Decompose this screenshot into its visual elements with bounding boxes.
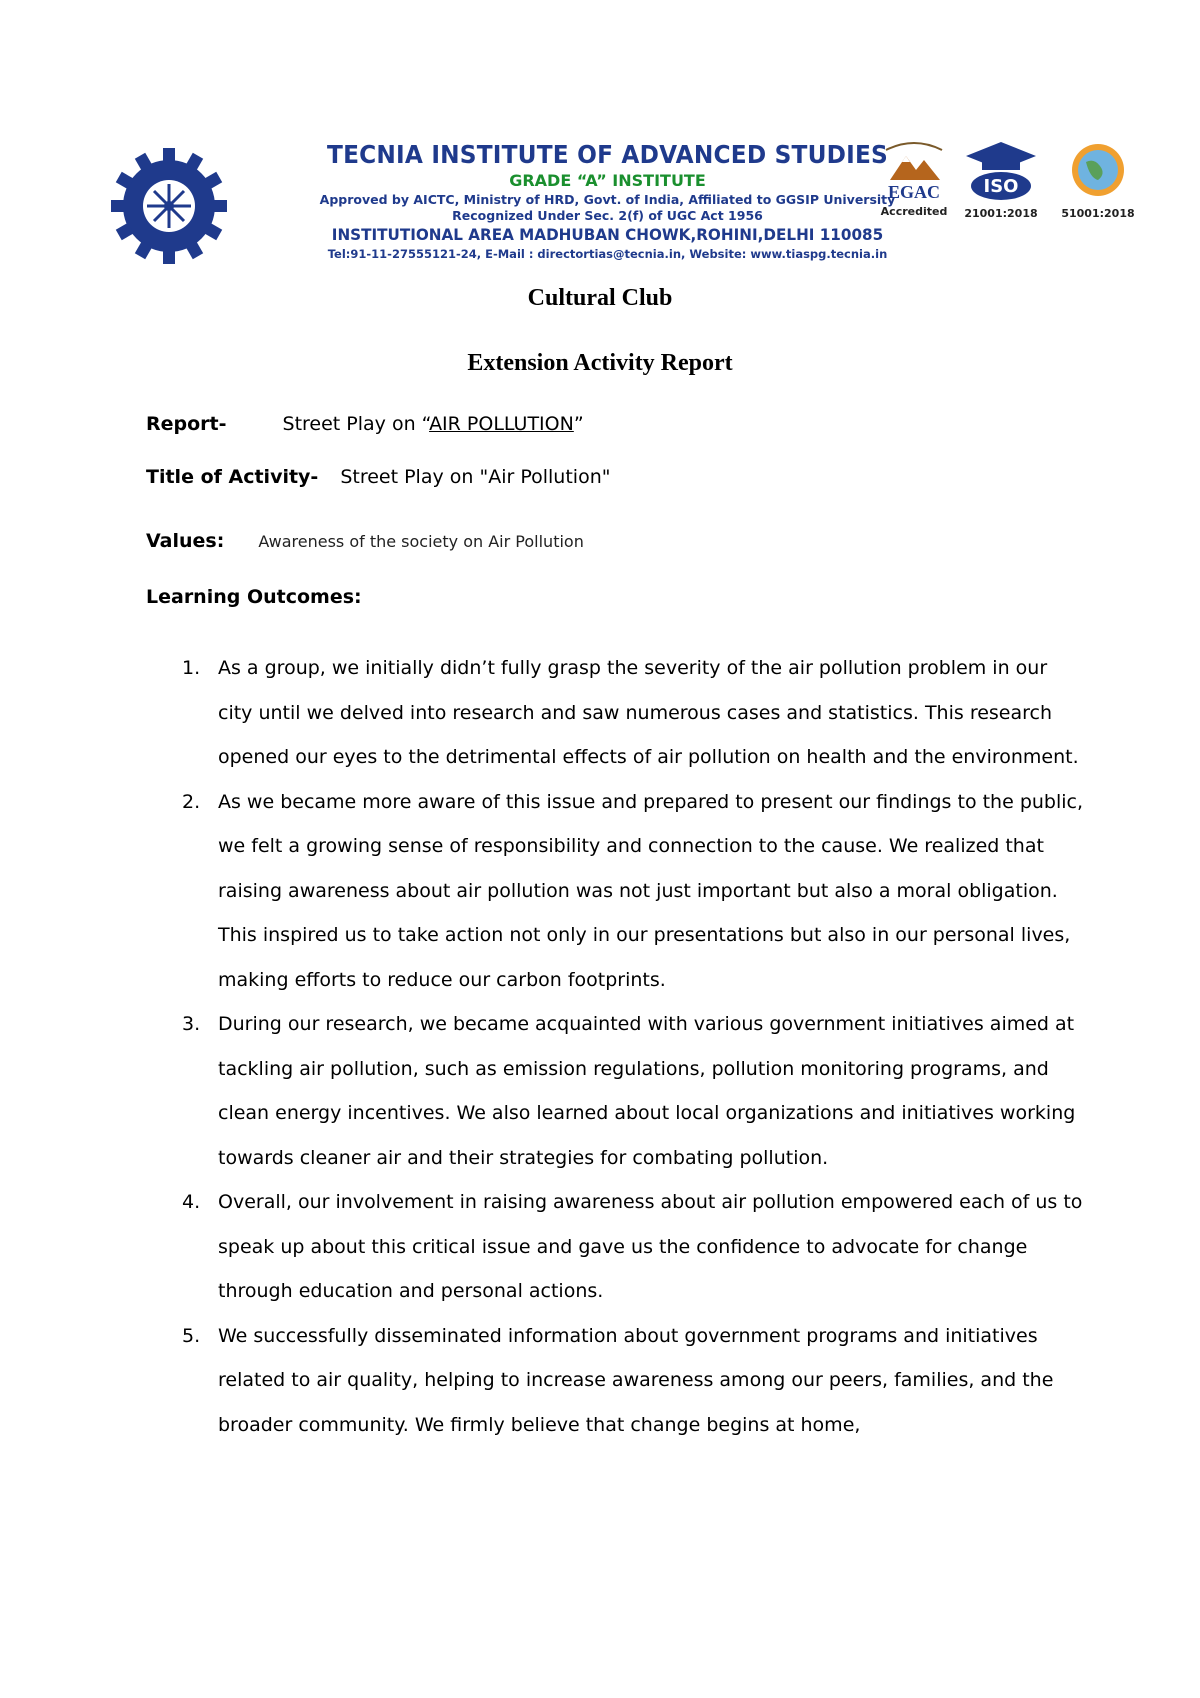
title-of-activity-value: Street Play on "Air Pollution" — [340, 466, 611, 488]
list-item — [146, 780, 1086, 1003]
list-item-number: 4. — [182, 1191, 201, 1213]
learning-outcomes-label: Learning Outcomes: — [146, 586, 362, 608]
iso-certification — [962, 140, 1040, 220]
contact-line: Tel:91-11-27555121-24, E-Mail : directortias@tecnia.in, Website: www.tiaspg.tecnia.in — [327, 247, 888, 261]
egac-logo-icon — [872, 140, 956, 200]
egac-certification — [872, 140, 956, 225]
egac-details — [872, 218, 956, 225]
tecnia-logo-icon — [104, 146, 234, 266]
list-item-text: Overall, our involvement in raising awareness about air pollution empowered each of us to speak up about this critical issue and gave us the confidence to advocate for change through education and personal actions. — [218, 1191, 1083, 1302]
list-item-text: During our research, we became acquainted with various government initiatives aimed at tackling air pollution, such as emission regulations, pollution monitoring programs, and clean energy incentives. We also learned about local organizations and initiatives working towards cleaner air and their strategies for combating pollution. — [218, 1013, 1076, 1169]
iso-graduation-cap-icon — [962, 140, 1040, 202]
title-of-activity-label: Title of Activity- — [146, 466, 319, 488]
energy-certification — [1048, 140, 1148, 220]
iso-label: 21001:2018 — [964, 207, 1038, 220]
report-type-title: Extension Activity Report — [467, 350, 733, 376]
values-field — [146, 530, 584, 552]
svg-text:ISO: ISO — [983, 176, 1019, 197]
list-item — [146, 1314, 1086, 1448]
learning-outcomes-list — [146, 646, 1086, 1447]
list-item-number: 2. — [182, 790, 201, 813]
institute-address: INSTITUTIONAL AREA MADHUBAN CHOWK,ROHINI,DELHI 110085 — [331, 225, 884, 244]
list-item-number: 1. — [182, 657, 201, 679]
report-suffix: ” — [573, 413, 584, 435]
institute-name: TECNIA INSTITUTE OF ADVANCED STUDIES — [327, 140, 888, 169]
values-label: Values: — [146, 530, 225, 552]
report-topic: AIR POLLUTION — [429, 413, 574, 435]
globe-logo-icon — [1048, 140, 1148, 202]
values-value: Awareness of the society on Air Pollution — [258, 532, 584, 551]
list-item-text: As we became more aware of this issue and prepared to present our findings to the public, we felt a growing sense of responsibility and connection to the cause. We realized that raising awareness about air pollution was not just important but also a moral obligation. This inspired us to take action not only in our presentations but also in our personal lives, making efforts to reduce our carbon footprints. — [218, 790, 1084, 991]
recognition-line: Recognized Under Sec. 2(f) of UGC Act 1956 — [452, 208, 763, 223]
institute-grade: GRADE “A” INSTITUTE — [509, 171, 706, 190]
svg-text:EGAC: EGAC — [887, 182, 941, 200]
list-item-number: 3. — [182, 1013, 201, 1035]
approval-line: Approved by AICTC, Ministry of HRD, Govt. of India, Affiliated to GGSIP University — [319, 192, 896, 207]
list-item — [146, 646, 1086, 780]
title-of-activity-field — [146, 466, 610, 488]
egac-label: Accredited — [880, 205, 948, 218]
report-label: Report- — [146, 413, 227, 435]
energy-label: 51001:2018 — [1061, 207, 1135, 220]
club-title: Cultural Club — [527, 285, 673, 311]
learning-outcomes-heading — [146, 586, 362, 608]
list-item — [146, 1002, 1086, 1180]
report-field — [146, 413, 584, 435]
list-item-text: As a group, we initially didn’t fully grasp the severity of the air pollution problem in our city until we delved into research and saw numerous cases and statistics. This research opened our eyes to the detrimental effects of air pollution on health and the environment. — [218, 657, 1079, 768]
letterhead-text — [240, 140, 975, 262]
list-item-number: 5. — [182, 1324, 201, 1347]
list-item-text: We successfully disseminated information about government programs and initiatives related to air quality, helping to increase awareness among our peers, families, and the broader community. We firmly believe that change begins at home, — [218, 1324, 1054, 1436]
letterhead — [104, 140, 1154, 270]
report-prefix: Street Play on “ — [282, 413, 430, 435]
list-item — [146, 1180, 1086, 1314]
